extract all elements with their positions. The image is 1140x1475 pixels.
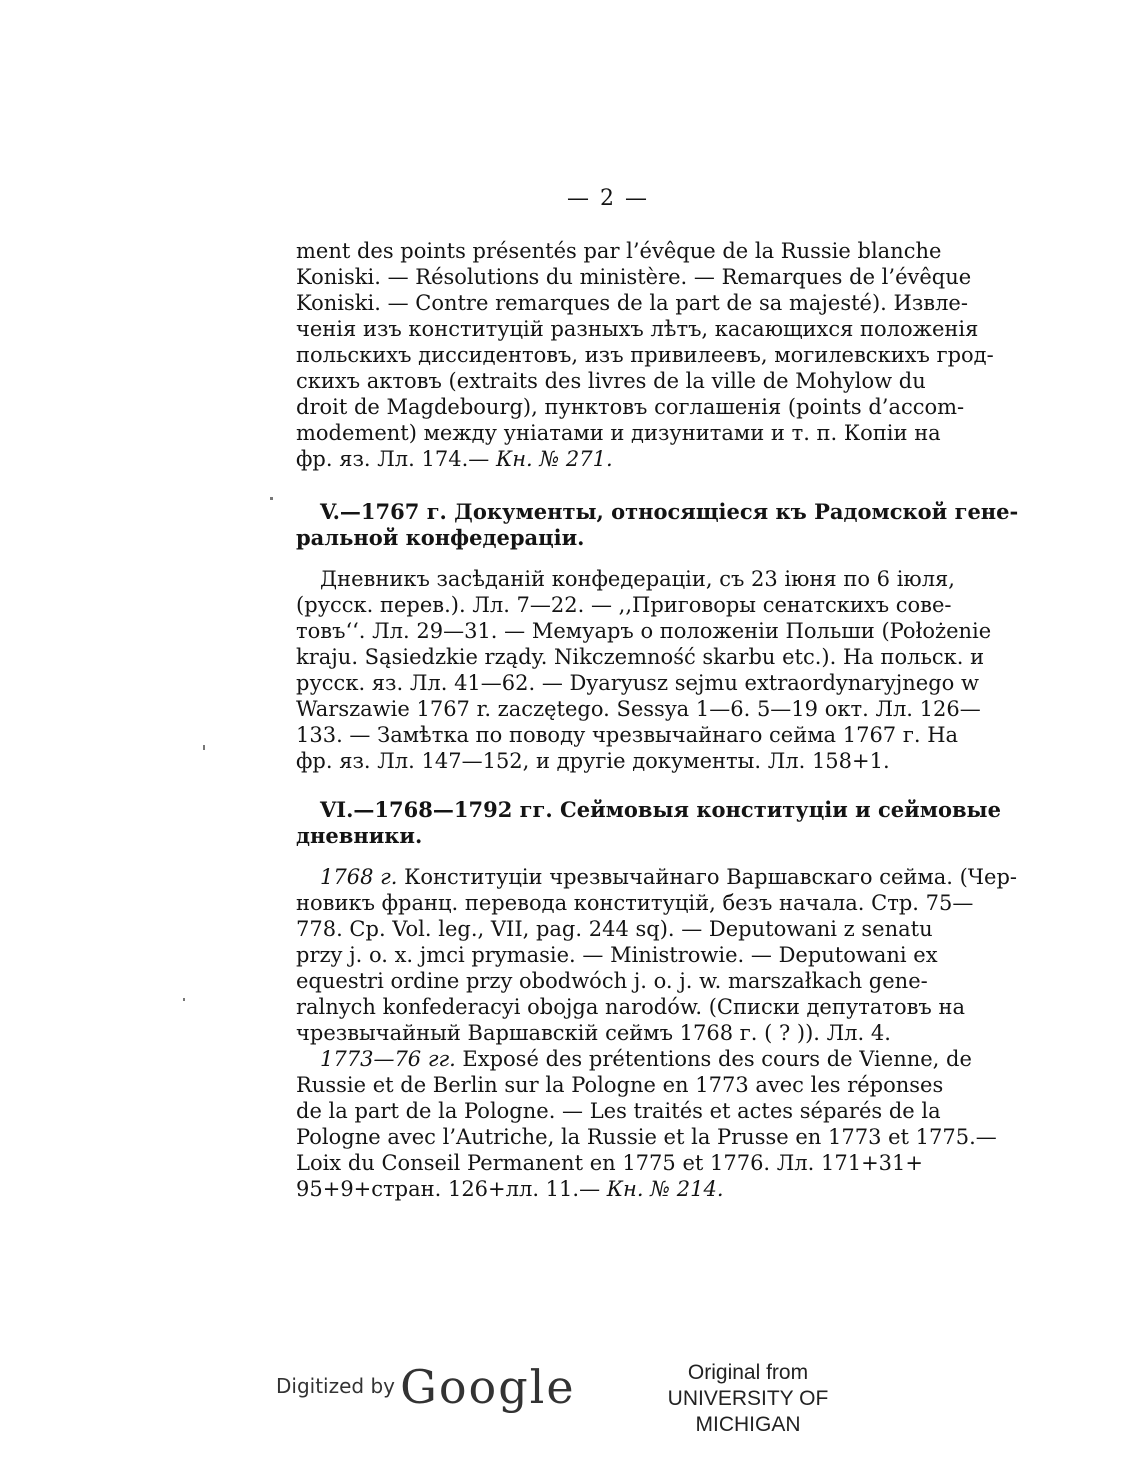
text-line: Russie et de Berlin sur la Pologne en 1773 avec les réponses [296,1073,944,1097]
text-line: przy j. o. x. jmci prymasie. — Ministrowie. — Deputowani ex [296,943,938,967]
entry-date: 1773—76 гг. [320,1047,456,1071]
section-v-heading [296,499,1019,551]
entry-1768-first-line [296,864,1017,890]
institution-name: UNIVERSITY OF MICHIGAN [667,1387,829,1436]
text-line: 778. Cp. Vol. leg., VII, pag. 244 sq). — Deputowani z senatu [296,917,933,941]
text-line: Pologne avec l’Autriche, la Russie et la Prusse en 1773 et 1775.— [296,1125,997,1149]
digitized-label: Digitized by [276,1374,395,1398]
heading-line: V.—1767 г. Документы, относящіеся къ Радомской гене- [320,499,1019,524]
line-text: фр. яз. Лл. 174.— [296,447,496,471]
text-line: Loix du Conseil Permanent en 1775 et 1776. Лл. 171+31+ [296,1151,923,1175]
text-line: modement) между уніатами и дизунитами и т. п. Копіи на [296,421,941,445]
text-line: (русск. перев.). Лл. 7—22. — ,,Приговоры сенатскихъ сове- [296,593,952,617]
page-number: — 2 — [567,186,649,211]
text-line: kraju. Sąsiedzkie rządy. Nikczemność skarbu etc.). На польск. и [296,645,985,669]
line-text: Exposé des prétentions des cours de Vienne, de [455,1047,972,1071]
heading-line: ральной конфедераціи. [296,525,585,550]
entry-1773-first-line [296,1046,972,1072]
book-reference: Кн. № 271. [495,447,613,471]
text-line: фр. яз. Лл. 147—152, и другіе документы. Лл. 158+1. [296,749,890,773]
google-logo: Google [400,1360,576,1414]
text-line: чрезвычайный Варшавскій сеймъ 1768 г. ( ? )). Лл. 4. [296,1021,891,1045]
text-line: 133. — Замѣтка по поводу чрезвычайнаго сейма 1767 г. На [296,723,959,747]
text-line: скихъ актовъ (extraits des livres de la ville de Mohylow du [296,369,926,393]
heading-line: дневники. [296,823,423,848]
digitized-by-watermark [276,1360,576,1414]
scan-speck [270,497,273,500]
text-line: de la part de la Pologne. — Les traités et actes séparés de la [296,1099,941,1123]
text-line [296,1176,920,1202]
text-line: droit de Magdebourg), пунктовъ соглашенія (points d’accom- [296,395,965,419]
line-text: 95+9+стран. 126+лл. 11.— [296,1177,607,1201]
book-reference: Кн. № 214. [606,1177,724,1201]
text-line: ralnych konfederacyi obojga narodów. (Списки депутатовъ на [296,995,965,1019]
text-line [296,446,920,472]
section-v-body [296,566,992,774]
line-text: Конституціи чрезвычайнаго Варшавскаго сейма. (Чер- [397,865,1017,889]
text-line: Koniski. — Résolutions du ministère. — Remarques de l’évêque [296,265,972,289]
original-source-watermark [620,1360,876,1438]
section-vi-body [296,864,1017,1202]
text-line: equestri ordine przy obodwóch j. o. j. w. marszałkach gene- [296,969,928,993]
text-line: новикъ франц. перевода конституцій, безъ начала. Стр. 75— [296,891,974,915]
scan-speck [183,998,185,1001]
text-line: русск. яз. Лл. 41—62. — Dyaryusz sejmu extraordynaryjnego w [296,671,979,695]
text-line: польскихъ диссидентовъ, изъ привилеевъ, могилевскихъ грод- [296,343,994,367]
text-line: ченія изъ конституцій разныхъ лѣтъ, касающихся положенія [296,317,979,341]
text-line: Warszawie 1767 r. zaczętego. Sessya 1—6. 5—19 окт. Лл. 126— [296,697,981,721]
continuation-paragraph [296,238,994,472]
original-from-label: Original from [687,1361,809,1384]
scan-speck [203,745,205,750]
text-line: Дневникъ засѣданій конфедераціи, съ 23 іюня по 6 іюля, [320,567,955,591]
section-vi-heading [296,797,1001,849]
entry-date: 1768 г. [320,865,398,889]
heading-line: VI.—1768—1792 гг. Сеймовыя конституціи и сеймовые [320,797,1001,822]
text-line: Koniski. — Contre remarques de la part de sa majesté). Извле- [296,291,968,315]
text-line: ment des points présentés par l’évêque de la Russie blanche [296,239,942,263]
text-line: товъ‘‘. Лл. 29—31. — Мемуаръ о положеніи Польши (Położenie [296,619,992,643]
